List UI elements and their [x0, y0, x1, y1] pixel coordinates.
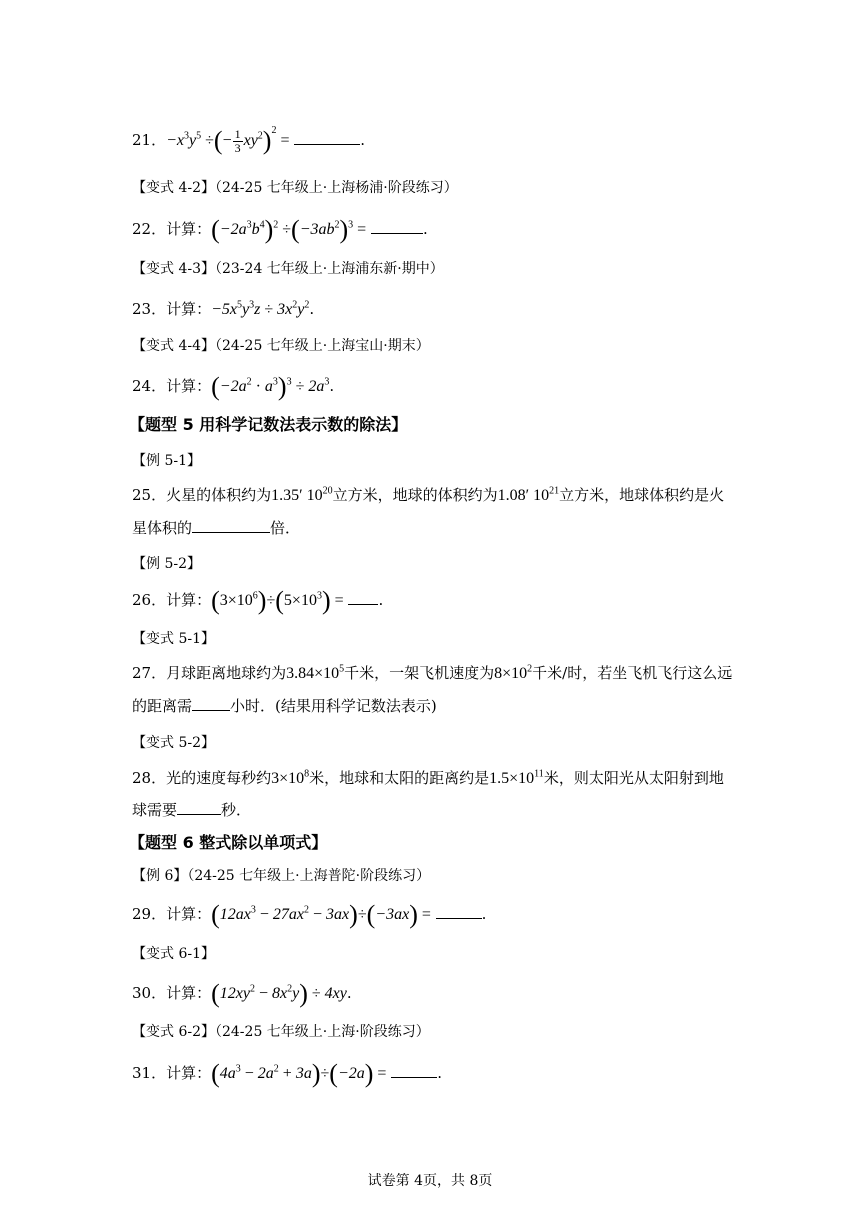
- answer-blank: [177, 800, 221, 815]
- question-25: 25．火星的体积约为1.35′ $10^{20}$立方米，地球的体积约为1.08′ $10^{21}$立方米，地球体积约是火: [132, 485, 725, 504]
- sun-distance: $1.5\times 10^{11}$: [489, 768, 544, 787]
- answer-blank: [436, 904, 482, 919]
- question-22: 22．计算：$(-2a^3b^4)^2 \div(-3ab^2)^3$ = .: [132, 215, 428, 244]
- q29-expression: $(12ax^3 - 27ax^2 - 3ax)\div(-3ax)$ =: [211, 900, 431, 929]
- question-26: 26．计算：$(3\times 10^6)\div(5\times 10^3)$ = .: [132, 586, 384, 615]
- earth-volume: 1.08′ $10^{21}$: [497, 485, 560, 504]
- answer-blank: [371, 219, 423, 234]
- page-footer: 试卷第 4页，共 8页: [367, 1173, 493, 1189]
- q24-expression: $(-2a^2 \cdot a^3)^3 \div 2a^3$: [211, 372, 330, 401]
- moon-distance: $3.84\times 10^5$: [286, 663, 345, 682]
- question-28-cont: 球需要 秒．: [132, 801, 252, 819]
- question-30: 30．计算：$(12xy^2 - 8x^2y) \div 4xy$.: [132, 979, 352, 1008]
- q23-expression: $-5x^5y^3z \div 3x^2y^2$: [211, 299, 310, 318]
- q30-expression: $(12xy^2 - 8x^2y) \div 4xy$: [211, 979, 347, 1008]
- example-tag: 【例 5-1】: [132, 453, 201, 469]
- source-tag: 【变式 4-4】（24-25 七年级上·上海宝山·期末）: [132, 338, 430, 354]
- section-heading: 【题型 6 整式除以单项式】: [129, 833, 328, 852]
- light-speed: $3\times 10^8$: [271, 768, 310, 787]
- source-tag: 【例 6】（24-25 七年级上·上海普陀·阶段练习）: [132, 868, 431, 884]
- example-tag: 【变式 5-1】: [132, 631, 215, 647]
- question-25-cont: 星体积的 倍．: [132, 519, 301, 537]
- question-24: 24．计算：$(-2a^2 \cdot a^3)^3 \div 2a^3$.: [132, 372, 335, 401]
- plane-speed: $8\times 10^2$: [494, 663, 533, 682]
- section-heading: 【题型 5 用科学记数法表示数的除法】: [129, 415, 408, 434]
- source-tag: 【变式 6-2】（24-25 七年级上·上海·阶段练习）: [132, 1024, 430, 1040]
- q22-expression: $(-2a^3b^4)^2 \div(-3ab^2)^3$ =: [211, 215, 367, 244]
- example-tag: 【变式 5-2】: [132, 735, 215, 751]
- answer-blank: [294, 130, 360, 145]
- example-tag: 【例 5-2】: [132, 556, 201, 572]
- answer-blank: [192, 696, 230, 711]
- question-29: 29．计算：$(12ax^3 - 27ax^2 - 3ax)\div(-3ax)$ = .: [132, 900, 487, 929]
- example-tag: 【变式 6-1】: [132, 946, 215, 962]
- question-21: 21．$-x^3y^5$ ÷(− $\frac{1}{3}$ $xy^2)^2$ = .: [132, 125, 366, 156]
- answer-blank: [391, 1063, 437, 1078]
- q26-expression: $(3\times 10^6)\div(5\times 10^3)$ =: [211, 586, 344, 615]
- question-31: 31．计算：$(4a^3 - 2a^2 + 3a)\div(-2a)$ = .: [132, 1059, 443, 1088]
- question-27-cont: 的距离需 小时．(结果用科学记数法表示): [132, 697, 437, 715]
- source-tag: 【变式 4-2】（24-25 七年级上·上海杨浦·阶段练习）: [132, 180, 458, 196]
- mars-volume: 1.35′ $10^{20}$: [271, 485, 333, 504]
- q21-expression: $-x^3y^5$ ÷(− $\frac{1}{3}$ $xy^2)^2$ =: [166, 125, 290, 156]
- q31-expression: $(4a^3 - 2a^2 + 3a)\div(-2a)$ =: [211, 1059, 387, 1088]
- question-28: 28．光的速度每秒约$3\times 10^8$米，地球和太阳的距离约是$1.5\times 10^{11}$米，则太阳光从太阳射到地: [132, 768, 724, 787]
- question-27: 27．月球距离地球约为$3.84\times 10^5$千米，一架飞机速度为$8\times 10^2$千米/时，若坐飞机飞行这么远: [132, 663, 733, 682]
- question-23: 23．计算：$-5x^5y^3z \div 3x^2y^2$.: [132, 299, 315, 318]
- answer-blank: [192, 518, 270, 533]
- source-tag: 【变式 4-3】（23-24 七年级上·上海浦东新·期中）: [132, 261, 444, 277]
- answer-blank: [348, 590, 378, 605]
